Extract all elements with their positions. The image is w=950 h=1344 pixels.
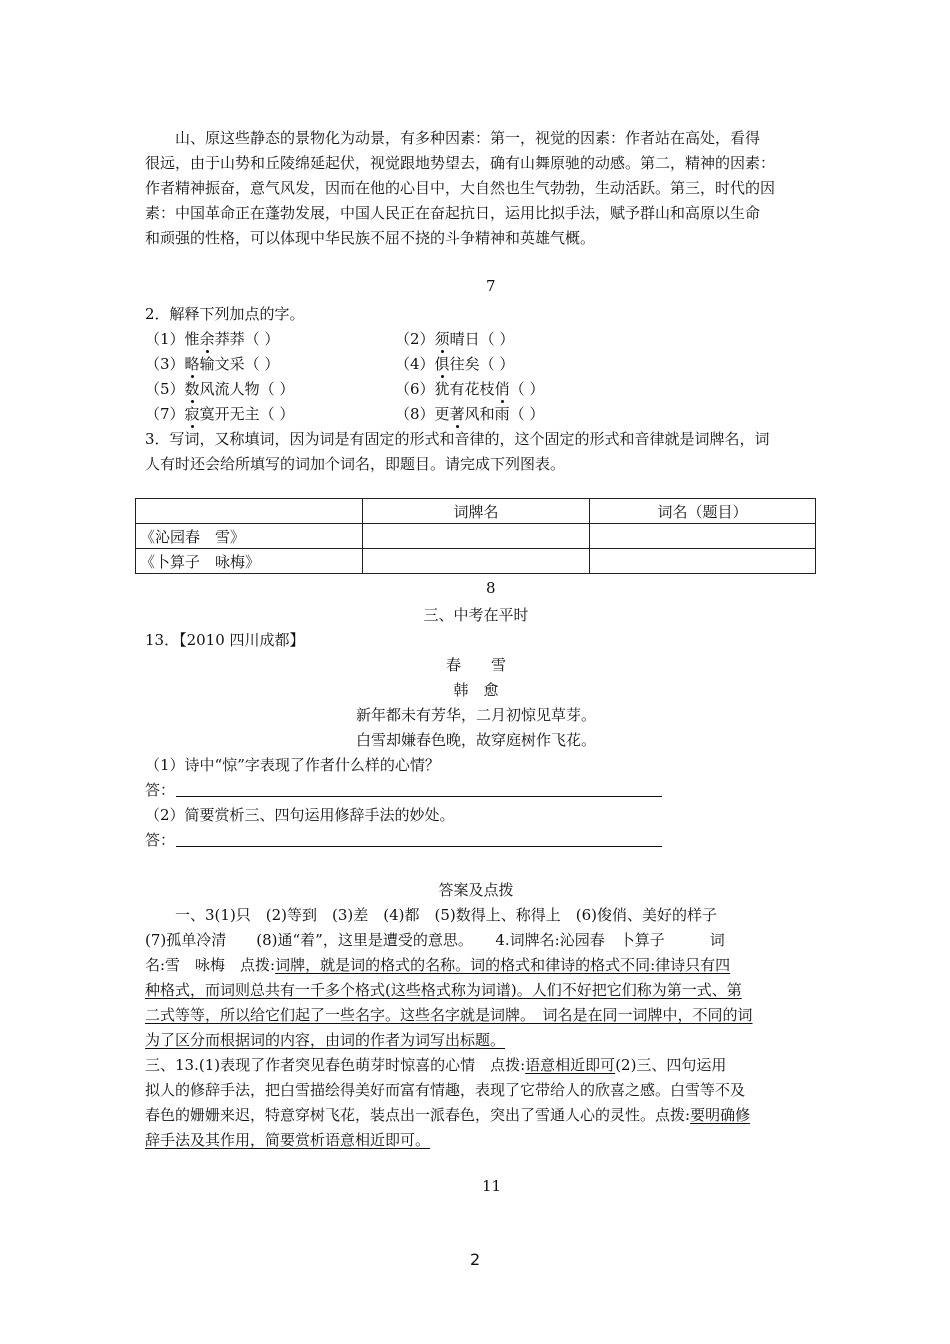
q2-item-text: 输文采: [199, 355, 245, 373]
intro-paragraph: [145, 126, 807, 251]
q2-item-dotted-char: 俱: [434, 355, 450, 373]
q2-item-blank[interactable]: （ ）: [259, 380, 295, 398]
table-row: [136, 549, 816, 574]
intro-line: 山、原这些静态的景物化为动景，有多种因素：第一，视觉的因素：作者站在高处，看得: [175, 129, 761, 147]
answer-blank[interactable]: [176, 796, 662, 797]
answers-underlined: 词牌，就是词的格式的名称。词的格式和律诗的格式不同:律诗只有四: [275, 956, 731, 974]
q3-line: 3．写词，又称填词，因为词是有固定的形式和音律的，这个固定的形式和音律就是词牌名，词: [145, 430, 770, 448]
q13-sub1: （1）诗中“惊”字表现了作者什么样的心情？: [145, 756, 440, 774]
answer-blank[interactable]: [176, 846, 662, 847]
q2-item: [395, 403, 544, 424]
q2-item-dotted-char: 余: [199, 330, 215, 348]
q2-item-blank[interactable]: （ ）: [509, 380, 545, 398]
q2-item-blank[interactable]: （ ）: [479, 355, 515, 373]
q2-item: [145, 378, 294, 399]
table-header-cell: 词牌名: [363, 499, 590, 524]
q2-title: 2．解释下列加点的字。: [145, 305, 305, 323]
answers-line: 一、3(1)只 (2)等到 (3)差 (4)都 (5)数得上、称得上 (6)俊俏、美好的样子: [175, 906, 718, 924]
q2-item-number: （5）: [145, 380, 185, 398]
answers-underlined: 为了区分而根据词的内容，由词的作者为词写出标题。: [145, 1031, 506, 1049]
poem-line: 白雪却嫌春色晚，故穿庭树作飞花。: [355, 731, 596, 749]
table-cell: 《卜算子 咏梅》: [136, 549, 363, 574]
q2-item-blank[interactable]: （ ）: [244, 330, 280, 348]
q2-item-number: （8）: [395, 405, 435, 423]
page-number: 2: [470, 1250, 481, 1269]
answers-text: 三、13.(1)表现了作者突见春色萌芽时惊喜的心情 点拨:: [145, 1056, 526, 1074]
answers-text: (2)三、四句运用: [615, 1056, 727, 1074]
q2-item-blank[interactable]: （ ）: [259, 405, 295, 423]
q2-item-text: 莽莽: [214, 330, 245, 348]
q2-item-dotted-char: 须: [434, 330, 450, 348]
answers-line: [145, 1104, 750, 1125]
q13-sub2: （2）简要赏析三、四句运用修辞手法的妙处。: [145, 806, 455, 824]
q2-item: [395, 378, 544, 399]
table-cell: [590, 549, 816, 574]
table-cell: [363, 549, 590, 574]
table-header-cell: [136, 499, 363, 524]
answers-underlined: 二式等等，所以给它们起了一些名字。这些名字就是词牌。 词名是在同一词牌中，不同的词: [145, 1006, 753, 1024]
q2-item: [395, 353, 514, 374]
answers-line: 拟人的修辞手法，把白雪描绘得美好而富有情趣，表现了它带给人的欣喜之感。白雪等不及: [145, 1081, 746, 1099]
q2-item-number: （6）: [395, 380, 435, 398]
q2-item-dotted-char: 著: [449, 405, 465, 423]
q2-item-number: （4）: [395, 355, 435, 373]
intro-line: 和顽强的性格，可以体现中华民族不屈不挠的斗争精神和英雄气概。: [145, 229, 596, 247]
poem-title: 春 雪: [445, 656, 506, 674]
table-header-cell: 词名（题目）: [590, 499, 816, 524]
q3-line: 人有时还会给所填写的词加个词名，即题目。请完成下列图表。: [145, 455, 566, 473]
q2-item-blank[interactable]: （ ）: [479, 330, 515, 348]
answers-text: 名:雪 咏梅 点拨:: [145, 956, 276, 974]
q2-item-text: 晴日: [449, 330, 480, 348]
page-marker: 7: [486, 277, 496, 295]
q2-item-text: 风和雨: [464, 405, 510, 423]
answers-title: 答案及点拨: [438, 881, 514, 899]
q2-item-dotted-char: 寂: [184, 405, 200, 423]
answers-underlined: 语意相近即可: [525, 1056, 616, 1074]
table-header-row: [136, 499, 816, 524]
answer-label: 答：: [145, 781, 176, 799]
answers-underlined: 种格式，而词则总共有一千多个格式(这些格式称为词谱)。人们不好把它们称为第一式、第: [145, 981, 742, 999]
poem-author: 韩 愈: [453, 681, 499, 699]
q2-item: [395, 328, 514, 349]
table-row: [136, 524, 816, 549]
answers-underlined: 要明确修: [690, 1106, 751, 1124]
q13-label: 13．【2010 四川成都】: [145, 631, 305, 649]
q2-item-text: 风流人物: [199, 380, 260, 398]
q2-item: [145, 403, 294, 424]
answer-label: 答：: [145, 831, 176, 849]
q2-item-text: 更: [434, 405, 450, 423]
intro-line: 作者精神振奋，意气风发，因而在他的心目中，大自然也生气勃勃，生动活跃。第三，时代的因: [145, 179, 776, 197]
q2-item-number: （7）: [145, 405, 185, 423]
q2-item-text: 犹有花枝: [434, 380, 495, 398]
intro-line: 很远，由于山势和丘陵绵延起伏，视觉跟地势望去，确有山舞原驰的动感。第二，精神的因素：: [145, 154, 776, 172]
q2-item: [145, 328, 279, 349]
q2-item-blank[interactable]: （ ）: [244, 355, 280, 373]
answers-line: [145, 1054, 726, 1075]
table-cell: 《沁园春 雪》: [136, 524, 363, 549]
ci-table: [135, 498, 816, 574]
page-marker: 11: [482, 1177, 502, 1195]
intro-line: 素：中国革命正在蓬勃发展，中国人民正在奋起抗日，运用比拟手法，赋予群山和高原以生命: [145, 204, 761, 222]
table-cell: [590, 524, 816, 549]
q2-item-text: 寞开无主: [199, 405, 260, 423]
q2-item-number: （1）: [145, 330, 185, 348]
q2-item-number: （2）: [395, 330, 435, 348]
q2-item: [145, 353, 279, 374]
table-cell: [363, 524, 590, 549]
q2-item-blank[interactable]: （ ）: [509, 405, 545, 423]
answers-underlined: 辞手法及其作用，简要赏析语意相近即可。: [145, 1131, 431, 1149]
answers-line: [145, 954, 730, 975]
q2-item-dotted-char: 俏: [494, 380, 510, 398]
q2-item-dotted-char: 数: [184, 380, 200, 398]
q2-item-dotted-char: 略: [184, 355, 200, 373]
section-title: 三、中考在平时: [423, 606, 529, 624]
poem-line: 新年都未有芳华，二月初惊见草芽。: [355, 706, 596, 724]
q2-item-number: （3）: [145, 355, 185, 373]
page-marker: 8: [486, 579, 496, 597]
answers-text: 春色的姗姗来迟，特意穿树飞花，装点出一派春色，突出了雪通人心的灵性。点拨:: [145, 1106, 691, 1124]
q2-item-text: 惟: [184, 330, 200, 348]
answers-line: (7)孤单冷清 (8)通“着”，这里是遭受的意思。 4.词牌名:沁园春 卜算子 词: [145, 931, 725, 949]
q2-item-text: 往矣: [449, 355, 480, 373]
